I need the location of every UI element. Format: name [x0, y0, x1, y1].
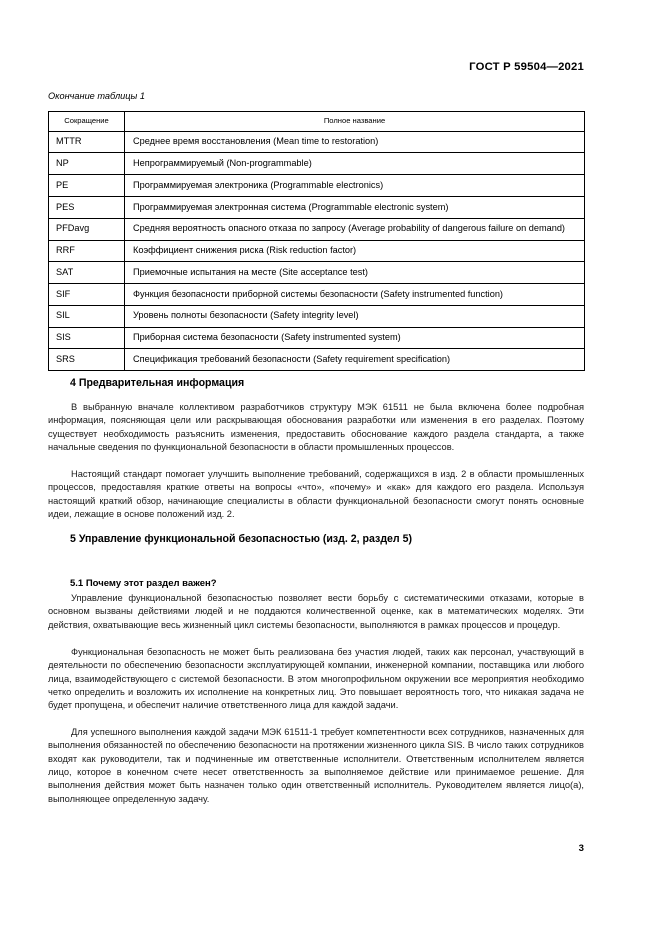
cell-full-name: Программируемая электронная система (Programmable electronic system) — [125, 197, 585, 219]
cell-full-name: Функция безопасности приборной системы безопасности (Safety instrumented function) — [125, 284, 585, 306]
cell-full-name: Среднее время восстановления (Mean time to restoration) — [125, 131, 585, 153]
page-number: 3 — [578, 843, 584, 854]
column-header-full-name: Полное название — [125, 112, 585, 132]
cell-abbreviation: SAT — [49, 262, 125, 284]
cell-abbreviation: NP — [49, 153, 125, 175]
section-heading-5-1: 5.1 Почему этот раздел важен? — [70, 578, 217, 589]
cell-full-name: Непрограммируемый (Non-programmable) — [125, 153, 585, 175]
table-row — [49, 305, 585, 327]
table-header-row — [49, 112, 585, 132]
cell-abbreviation: SIF — [49, 284, 125, 306]
cell-abbreviation: PE — [49, 175, 125, 197]
cell-abbreviation: RRF — [49, 240, 125, 262]
cell-full-name: Программируемая электроника (Programmable electronics) — [125, 175, 585, 197]
cell-full-name: Коэффициент снижения риска (Risk reduction factor) — [125, 240, 585, 262]
table-row — [49, 262, 585, 284]
section-5-1-paragraph-1: Управление функциональной безопасностью позволяет вести борьбу с систематическими отказами, которые в основном вызваны действиями людей и не поддаются количественной оценке, как в математических моделях. Эти действия, охватывающие весь жизненный цикл системы безопасности, выполняются в рамках процессов и процедур. — [48, 593, 584, 630]
table-row — [49, 284, 585, 306]
table-row — [49, 131, 585, 153]
cell-full-name: Спецификация требований безопасности (Safety requirement specification) — [125, 349, 585, 371]
cell-full-name: Уровень полноты безопасности (Safety integrity level) — [125, 305, 585, 327]
table-row — [49, 349, 585, 371]
cell-abbreviation: MTTR — [49, 131, 125, 153]
table-body — [49, 131, 585, 370]
column-header-abbreviation: Сокращение — [49, 112, 125, 132]
table-caption: Окончание таблицы 1 — [48, 91, 145, 101]
section-4-paragraph-1: В выбранную вначале коллективом разработчиков структуру МЭК 61511 не была включена более подробная информация, поясняющая цели или раскрывающая обоснования разработки или изменения в его разделах. Поэтому существует необходимость разъяснить изменения, предоставить обоснование каждого раздела стандарта, а также начальные сведения по функциональной безопасности в области промышленных процессов. — [48, 402, 584, 453]
cell-full-name: Приборная система безопасности (Safety instrumented system) — [125, 327, 585, 349]
cell-full-name: Приемочные испытания на месте (Site acceptance test) — [125, 262, 585, 284]
table-row — [49, 153, 585, 175]
section-5-1-paragraph-2: Функциональная безопасность не может быть реализована без участия людей, таких как персонал, участвующий в деятельности по обеспечению безопасности эксплуатирующей компании, инженерной компании, поставщика или любого лица, взаимодействующего с системой безопасности. В этом многопрофильном окружении все мероприятия необходимо четко определить и возложить их исполнение на конкретных лиц. Это повышает вероятность того, что никакая задача не будет пропущена, и обеспечит наличие ответственного лица для каждой задачи. — [48, 647, 584, 711]
table-header — [49, 112, 585, 132]
table-row — [49, 175, 585, 197]
cell-abbreviation: SIS — [49, 327, 125, 349]
cell-abbreviation: PES — [49, 197, 125, 219]
table-row — [49, 218, 585, 240]
section-heading-5: 5 Управление функциональной безопасностью (изд. 2, раздел 5) — [70, 533, 413, 545]
cell-abbreviation: PFDavg — [49, 218, 125, 240]
table-row — [49, 327, 585, 349]
table-row — [49, 240, 585, 262]
cell-full-name: Средняя вероятность опасного отказа по запросу (Average probability of dangerous failure on demand) — [125, 218, 585, 240]
abbreviations-table — [48, 111, 585, 371]
section-4-paragraph-2: Настоящий стандарт помогает улучшить выполнение требований, содержащихся в изд. 2 в области промышленных процессов, предоставляя краткие ответы на вопросы «что», «почему» и «как» для каждого его раздела. Используя настоящий краткий обзор, начинающие специалисты в области функциональной безопасности смогут понять основные идеи, лежащие в основе положений изд. 2. — [48, 469, 584, 520]
cell-abbreviation: SRS — [49, 349, 125, 371]
cell-abbreviation: SIL — [49, 305, 125, 327]
section-5-1-paragraph-3: Для успешного выполнения каждой задачи МЭК 61511-1 требует компетентности всех сотрудников, назначенных для выполнения обязанностей по обеспечению безопасности на протяжении жизненного цикла SIS. В число таких сотрудников входят как руководители, так и подчиненные им ответственные исполнители. Ответственным исполнителем является лицо, которое в конечном счете несет ответственность за выполняемое действие или принимаемое решение. Для выполнения действия может быть назначен только один ответственный исполнитель. Руководителем является лицо(а), выполняющее определенную задачу. — [48, 727, 584, 804]
running-head-standard-number: ГОСТ Р 59504—2021 — [469, 61, 584, 73]
table-row — [49, 197, 585, 219]
section-heading-4: 4 Предварительная информация — [70, 377, 245, 389]
